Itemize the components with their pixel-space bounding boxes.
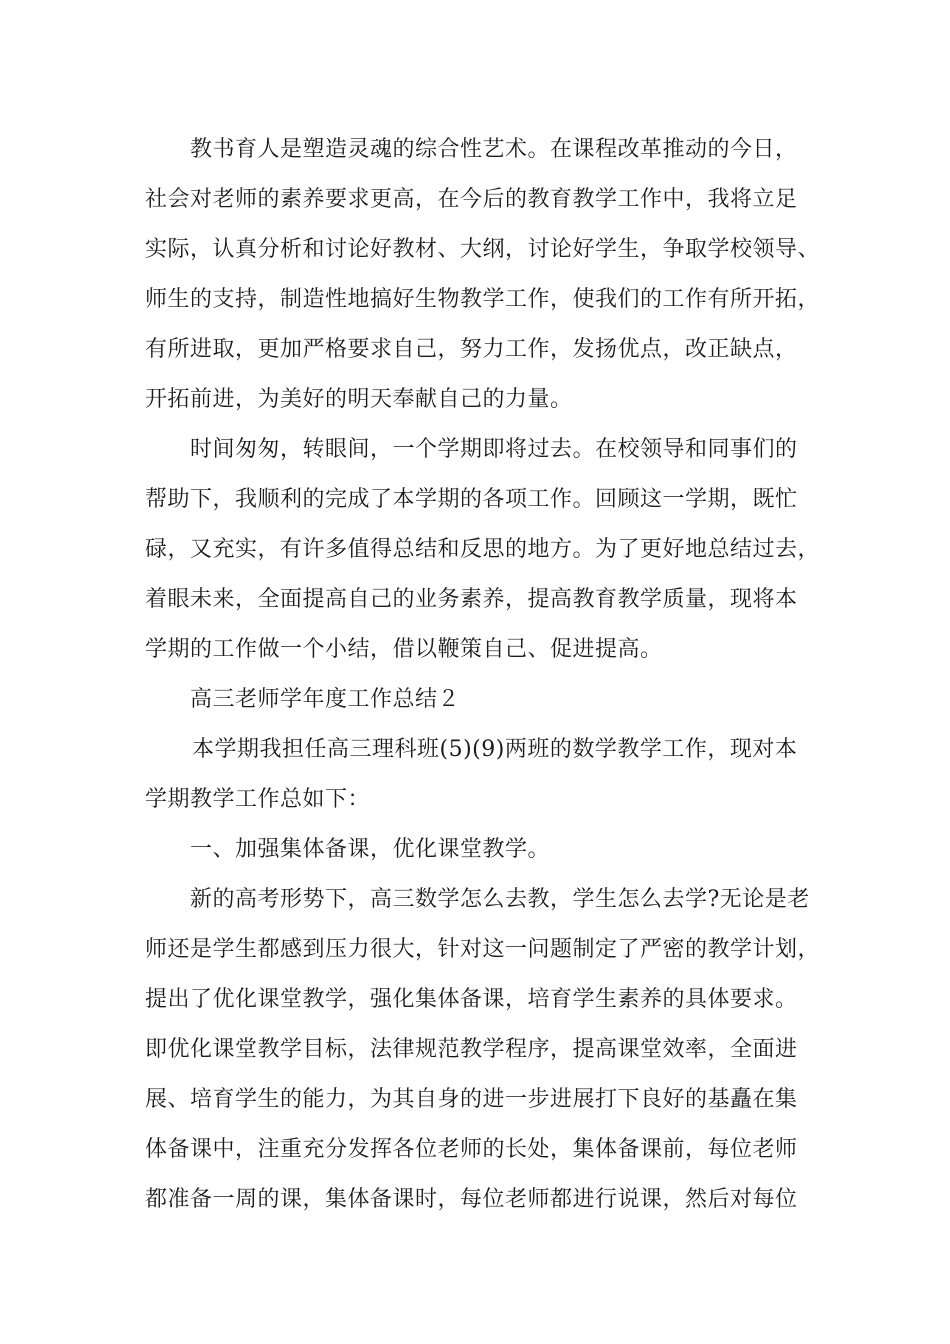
paragraph-2-line-1: 时间匆匆，转眼间，一个学期即将过去。在校领导和同事们的 bbox=[190, 437, 798, 462]
paragraph-4-line-6: 体备课中，注重充分发挥各位老师的长处，集体备课前，每位老师 bbox=[145, 1137, 798, 1162]
paragraph-4-line-4: 即优化课堂教学目标，法律规范教学程序，提高课堂效率，全面进 bbox=[145, 1037, 798, 1062]
subheading-1: 一、加强集体备课，优化课堂教学。 bbox=[190, 837, 551, 862]
paragraph-1-line-2: 社会对老师的素养要求更高，在今后的教育教学工作中，我将立足 bbox=[145, 187, 798, 212]
paragraph-4-line-5: 展、培育学生的能力，为其自身的进一步进展打下良好的基矗在集 bbox=[145, 1087, 798, 1112]
paragraph-3-line-1: 本学期我担任高三理科班(5)(9)两班的数学教学工作，现对本 bbox=[192, 737, 798, 762]
paragraph-2-line-2: 帮助下，我顺利的完成了本学期的各项工作。回顾这一学期，既忙 bbox=[145, 487, 798, 512]
paragraph-1-line-3: 实际，认真分析和讨论好教材、大纲，讨论好学生，争取学校领导、 bbox=[145, 237, 821, 262]
paragraph-1-line-1: 教书育人是塑造灵魂的综合性艺术。在课程改革推动的今日， bbox=[190, 137, 798, 162]
paragraph-2-line-4: 着眼未来，全面提高自己的业务素养，提高教育教学质量，现将本 bbox=[145, 587, 798, 612]
paragraph-1-line-5: 有所进取，更加严格要求自己，努力工作，发扬优点，改正缺点， bbox=[145, 337, 798, 362]
paragraph-1-line-6: 开拓前进，为美好的明天奉献自己的力量。 bbox=[145, 387, 573, 412]
paragraph-4-line-1: 新的高考形势下，高三数学怎么去教，学生怎么去学?无论是老 bbox=[190, 887, 810, 912]
paragraph-1-line-4: 师生的支持，制造性地搞好生物教学工作，使我们的工作有所开拓， bbox=[145, 287, 821, 312]
paragraph-4-line-3: 提出了优化课堂教学，强化集体备课，培育学生素养的具体要求。 bbox=[145, 987, 798, 1012]
section-heading: 高三老师学年度工作总结２ bbox=[190, 687, 461, 712]
paragraph-2-line-3: 碌，又充实，有许多值得总结和反思的地方。为了更好地总结过去， bbox=[145, 537, 821, 562]
paragraph-3-line-2: 学期教学工作总如下： bbox=[145, 787, 371, 812]
paragraph-4-line-7: 都准备一周的课，集体备课时，每位老师都进行说课，然后对每位 bbox=[145, 1187, 798, 1212]
paragraph-4-line-2: 师还是学生都感到压力很大，针对这一问题制定了严密的教学计划， bbox=[145, 937, 821, 962]
paragraph-2-line-5: 学期的工作做一个小结，借以鞭策自己、促进提高。 bbox=[145, 637, 663, 662]
